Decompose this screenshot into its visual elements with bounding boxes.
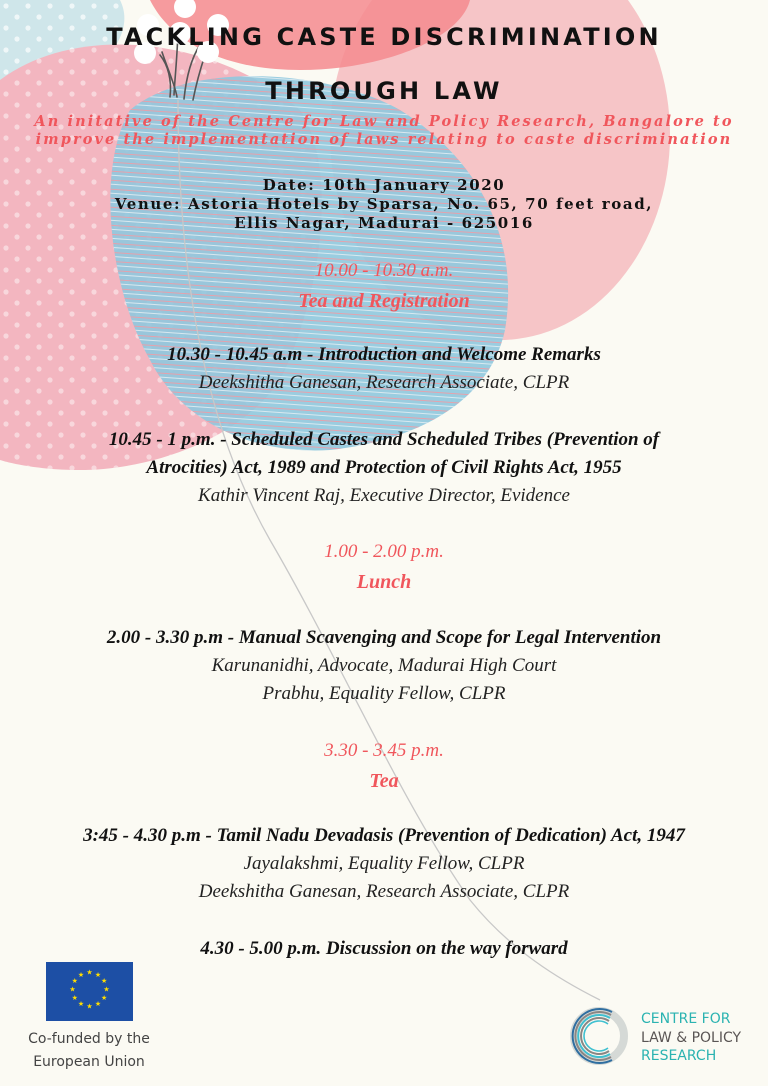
schedule-break <box>0 537 768 597</box>
clpr-line2: LAW & POLICY <box>641 1029 742 1046</box>
svg-text:★: ★ <box>86 968 93 977</box>
svg-text:★: ★ <box>103 985 110 994</box>
event-venue-line2: Ellis Nagar, Madurai - 625016 <box>234 214 534 232</box>
schedule-break <box>0 256 768 316</box>
svg-text:★: ★ <box>71 994 78 1002</box>
session-speaker: Karunanidhi, Advocate, Madurai High Court <box>211 655 557 676</box>
schedule-session <box>0 624 768 708</box>
svg-text:★: ★ <box>94 970 102 979</box>
session-speaker: Deekshitha Ganesan, Research Associate, CLPR <box>198 881 570 902</box>
poster-title-line2: THROUGH LAW <box>265 77 503 105</box>
session-title: 2.00 - 3.30 p.m - Manual Scavenging and Scope for Legal Intervention <box>106 627 662 648</box>
eu-label-line1: Co-funded by the <box>28 1031 150 1047</box>
eu-label-line2: European Union <box>33 1054 145 1070</box>
svg-text:★: ★ <box>77 970 85 979</box>
break-label: Lunch <box>356 571 412 593</box>
schedule-session <box>0 426 768 510</box>
schedule-break <box>0 736 768 796</box>
session-speaker: Jayalakshmi, Equality Fellow, CLPR <box>243 853 525 874</box>
event-date: Date: 10th January 2020 <box>262 176 506 194</box>
poster-subtitle <box>0 113 768 149</box>
schedule-session <box>0 822 768 906</box>
event-info <box>0 176 768 233</box>
svg-text:★: ★ <box>86 1002 93 1011</box>
subtitle-line1: An initative of the Centre for Law and Policy Research, Bangalore to <box>34 113 734 130</box>
break-time: 3.30 - 3.45 p.m. <box>324 740 444 761</box>
session-title: 3:45 - 4.30 p.m - Tamil Nadu Devadasis (Prevention of Dedication) Act, 1947 <box>83 825 685 846</box>
subtitle-line2: improve the implementation of laws relating to caste discrimination <box>35 131 733 148</box>
clpr-line1: CENTRE FOR <box>641 1011 731 1027</box>
session-speaker: Kathir Vincent Raj, Executive Director, Evidence <box>198 485 570 506</box>
clpr-wordmark <box>641 1010 741 1066</box>
session-title: 10.45 - 1 p.m. - Scheduled Castes and Scheduled Tribes (Prevention of <box>108 429 660 450</box>
session-title: 10.30 - 10.45 a.m - Introduction and Welcome Remarks <box>167 344 601 365</box>
svg-text:★: ★ <box>71 977 78 985</box>
poster-title-line1: TACKLING CASTE DISCRIMINATION <box>106 23 662 51</box>
break-label: Tea <box>369 770 399 792</box>
session-speaker: Prabhu, Equality Fellow, CLPR <box>262 683 506 704</box>
session-speaker: Deekshitha Ganesan, Research Associate, CLPR <box>198 372 570 393</box>
svg-text:★: ★ <box>77 1000 85 1009</box>
break-time: 10.00 - 10.30 a.m. <box>314 260 454 281</box>
svg-text:★: ★ <box>69 985 76 994</box>
event-venue-line1: Venue: Astoria Hotels by Sparsa, No. 65, 70 feet road, <box>114 195 654 213</box>
svg-text:★: ★ <box>94 1000 102 1009</box>
clpr-circle-logo-icon <box>568 1005 630 1067</box>
clpr-line3: RESEARCH <box>641 1048 717 1064</box>
session-title-cont: Atrocities) Act, 1989 and Protection of Civil Rights Act, 1955 <box>146 457 622 478</box>
schedule-session <box>0 341 768 397</box>
svg-text:★: ★ <box>101 994 108 1002</box>
eu-flag-icon <box>46 962 133 1021</box>
eu-cofunded-label <box>14 1028 164 1074</box>
break-time: 1.00 - 2.00 p.m. <box>324 541 444 562</box>
schedule-session <box>0 935 768 963</box>
svg-text:★: ★ <box>101 977 108 985</box>
session-title: 4.30 - 5.00 p.m. Discussion on the way forward <box>200 938 568 959</box>
break-label: Tea and Registration <box>298 290 470 312</box>
